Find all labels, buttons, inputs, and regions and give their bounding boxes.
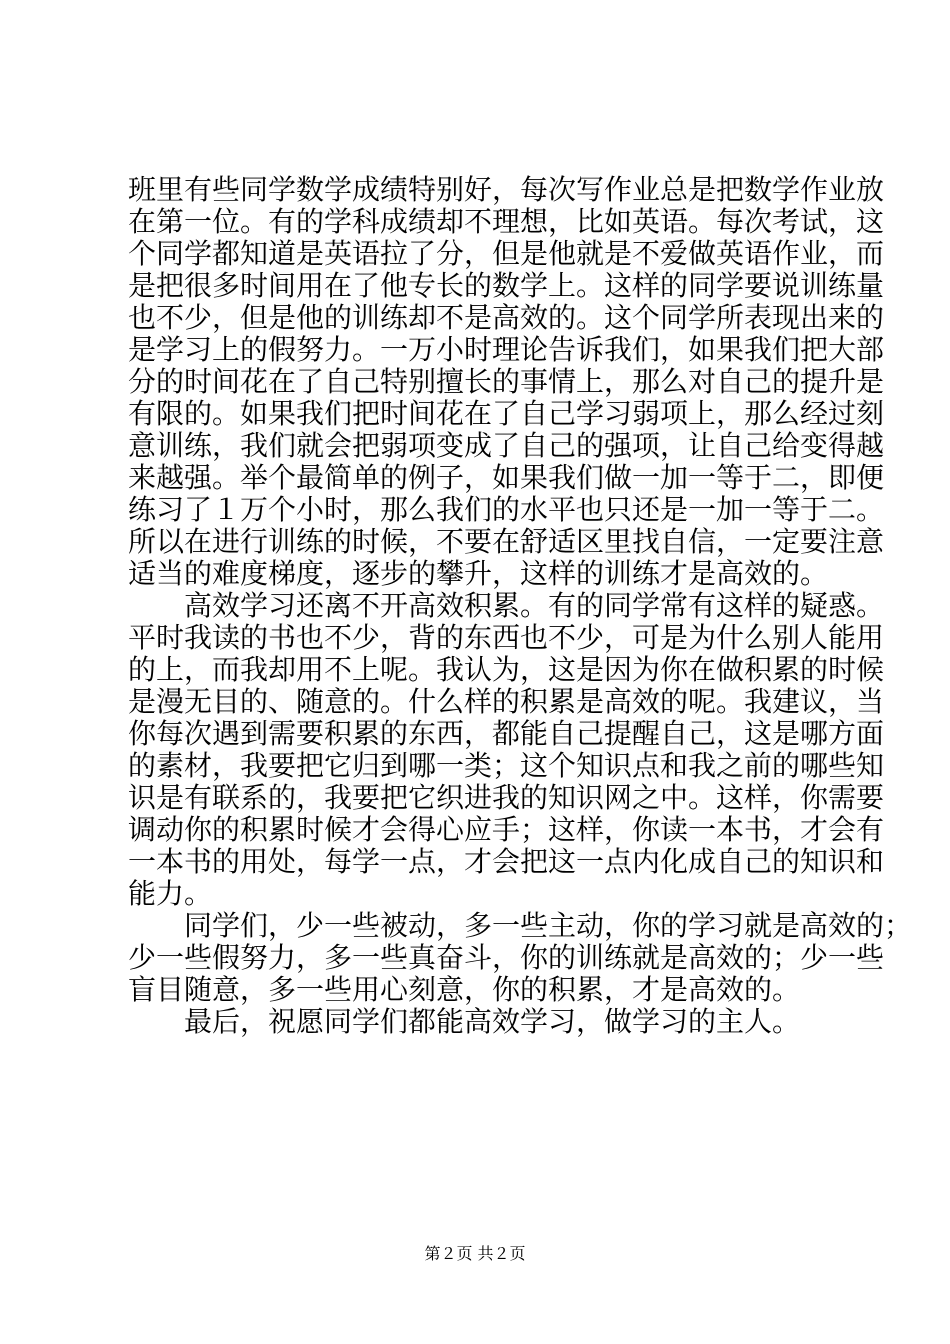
text-line: 你每次遇到需要积累的东西，都能自己提醒自己，这是哪方面: [128, 717, 885, 750]
text-line: 最后，祝愿同学们都能高效学习，做学习的主人。: [128, 1005, 801, 1038]
text-line: 盲目随意，多一些用心刻意，你的积累，才是高效的。: [128, 973, 801, 1006]
text-line: 有限的。如果我们把时间花在了自己学习弱项上，那么经过刻: [128, 397, 885, 430]
text-line: 少一些假努力，多一些真奋斗，你的训练就是高效的；少一些: [128, 941, 885, 974]
text-line: 的上，而我却用不上呢。我认为，这是因为你在做积累的时候: [128, 653, 885, 686]
text-line: 的素材，我要把它归到哪一类；这个知识点和我之前的哪些知: [128, 749, 885, 782]
text-line: 平时我读的书也不少，背的东西也不少，可是为什么别人能用: [128, 621, 885, 654]
page-number: 第２页 共２页: [424, 1244, 526, 1263]
text-line: 适当的难度梯度，逐步的攀升，这样的训练才是高效的。: [128, 557, 829, 590]
text-line: 也不少，但是他的训练却不是高效的。这个同学所表现出来的: [128, 301, 885, 334]
body-text: [128, 173, 913, 1038]
text-line: 是学习上的假努力。一万小时理论告诉我们，如果我们把大部: [128, 333, 885, 366]
text-line: 同学们，少一些被动，多一些主动，你的学习就是高效的；: [128, 909, 913, 942]
text-line: 所以在进行训练的时候，不要在舒适区里找自信，一定要注意: [128, 525, 885, 558]
text-line: 识是有联系的，我要把它织进我的知识网之中。这样，你需要: [128, 781, 885, 814]
text-line: 班里有些同学数学成绩特别好，每次写作业总是把数学作业放: [128, 173, 885, 206]
text-line: 是把很多时间用在了他专长的数学上。这样的同学要说训练量: [128, 269, 885, 302]
text-line: 一本书的用处，每学一点，才会把这一点内化成自己的知识和: [128, 845, 885, 878]
text-line: 调动你的积累时候才会得心应手；这样，你读一本书，才会有: [128, 813, 885, 846]
text-line: 能力。: [128, 877, 213, 910]
text-line: 来越强。举个最简单的例子，如果我们做一加一等于二，即便: [128, 461, 885, 494]
text-line: 个同学都知道是英语拉了分，但是他就是不爱做英语作业，而: [128, 237, 885, 270]
text-line: 意训练，我们就会把弱项变成了自己的强项，让自己给变得越: [128, 429, 885, 462]
text-line: 是漫无目的、随意的。什么样的积累是高效的呢。我建议，当: [128, 685, 885, 718]
text-line: 高效学习还离不开高效积累。有的同学常有这样的疑惑。: [128, 589, 885, 622]
text-line: 练习了１万个小时，那么我们的水平也只还是一加一等于二。: [128, 493, 885, 526]
text-line: 在第一位。有的学科成绩却不理想，比如英语。每次考试，这: [128, 205, 885, 238]
text-line: 分的时间花在了自己特别擅长的事情上，那么对自己的提升是: [128, 365, 885, 398]
